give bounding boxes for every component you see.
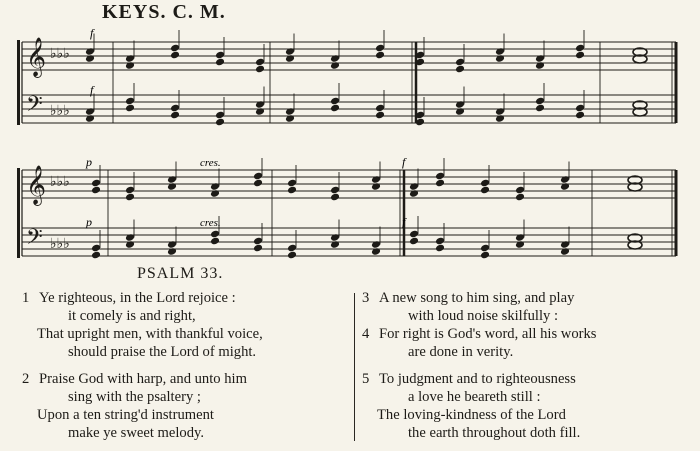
- verse: [362, 289, 692, 325]
- note-head: [170, 44, 180, 53]
- note-head: [480, 179, 490, 188]
- system-bracket: [17, 168, 20, 258]
- note-head: [435, 172, 445, 181]
- verse-line: with loud noise skilfully :: [408, 308, 558, 324]
- bass-clef-icon: 𝄢: [26, 225, 43, 255]
- note-head: [210, 237, 220, 246]
- note-head: [455, 58, 465, 67]
- note-head: [255, 65, 265, 74]
- note-head: [91, 251, 101, 260]
- dynamic-piano: p: [86, 155, 92, 169]
- verse-number: 3: [362, 290, 370, 306]
- note-head: [125, 240, 135, 249]
- note-head: [371, 182, 381, 191]
- note-head: [330, 54, 340, 63]
- note-head: [215, 118, 225, 127]
- note-head: [455, 100, 465, 109]
- note-head: [255, 107, 265, 116]
- note-head: [285, 47, 295, 56]
- note-head: [409, 189, 419, 198]
- verse-line: That upright men, with thankful voice,: [37, 326, 263, 342]
- key-signature-icon: ♭♭♭: [50, 236, 70, 252]
- note-head: [170, 104, 180, 113]
- note-head: [285, 107, 295, 116]
- note-head: [125, 233, 135, 242]
- psalm-title: PSALM 33.: [137, 265, 224, 282]
- column-divider: [354, 293, 355, 441]
- note-head: [535, 54, 545, 63]
- note-head: [287, 186, 297, 195]
- note-head: [125, 186, 135, 195]
- note-head: [253, 172, 263, 181]
- note-head: [210, 189, 220, 198]
- treble-clef-icon: 𝄞: [26, 37, 47, 77]
- note-head: [480, 244, 490, 253]
- note-head: [255, 58, 265, 67]
- verse-line: The loving-kindness of the Lord: [377, 407, 566, 423]
- note-head: [85, 114, 95, 123]
- note-head: [170, 111, 180, 120]
- note-head: [435, 237, 445, 246]
- note-head: [495, 107, 505, 116]
- note-head: [91, 186, 101, 195]
- note-head: [409, 237, 419, 246]
- dynamic-forte: f: [402, 215, 406, 229]
- note-head: [375, 51, 385, 60]
- note-head: [285, 54, 295, 63]
- note-head: [215, 58, 225, 67]
- key-signature-icon: ♭♭♭: [50, 46, 70, 62]
- barlines: [17, 40, 676, 258]
- note-head: [480, 251, 490, 260]
- verse-line: For right is God's word, all his works: [379, 326, 597, 342]
- note-head: [575, 104, 585, 113]
- note-head: [435, 179, 445, 188]
- note-head: [255, 100, 265, 109]
- verse-line: Praise God with harp, and unto him: [39, 371, 247, 387]
- note-head: [91, 244, 101, 253]
- verse-line: Upon a ten string'd instrument: [37, 407, 214, 423]
- verse-line: it comely is and right,: [68, 308, 196, 324]
- verses-right-column: [362, 289, 692, 451]
- note-head: [287, 251, 297, 260]
- note-head: [253, 237, 263, 246]
- note-head: [330, 193, 340, 202]
- note-head: [285, 114, 295, 123]
- note-head: [535, 61, 545, 70]
- note-head: [371, 240, 381, 249]
- note-head: [85, 107, 95, 116]
- note-head: [330, 104, 340, 113]
- note-head: [560, 247, 570, 256]
- verse: [362, 325, 692, 361]
- verse-number: 1: [22, 290, 30, 306]
- note-head: [85, 47, 95, 56]
- note-head: [535, 104, 545, 113]
- note-head: [125, 97, 135, 106]
- verse-line: Ye righteous, in the Lord rejoice :: [39, 290, 236, 306]
- verse-line: a love he beareth still :: [408, 389, 541, 405]
- verse-line: To judgment and to righteousness: [379, 371, 576, 387]
- note-head: [330, 240, 340, 249]
- note-head: [125, 193, 135, 202]
- dynamic-crescendo: cres.: [200, 157, 221, 169]
- dynamic-crescendo: cres.: [200, 217, 221, 229]
- note-head: [409, 182, 419, 191]
- verse: [22, 370, 352, 442]
- note-head: [125, 54, 135, 63]
- note-head: [215, 111, 225, 120]
- verse-line: should praise the Lord of might.: [68, 344, 257, 360]
- system-bracket: [17, 40, 20, 125]
- note-head: [253, 244, 263, 253]
- note-head: [560, 182, 570, 191]
- note-head: [560, 175, 570, 184]
- note-head: [167, 240, 177, 249]
- note-head: [375, 111, 385, 120]
- verse-number: 4: [362, 326, 370, 342]
- verses-left-column: [22, 289, 352, 451]
- verse-line: A new song to him sing, and play: [379, 290, 575, 306]
- note-head: [330, 186, 340, 195]
- note-head: [575, 111, 585, 120]
- treble-clef-icon: 𝄞: [26, 165, 47, 205]
- note-head: [167, 247, 177, 256]
- note-head: [495, 54, 505, 63]
- note-head: [330, 61, 340, 70]
- note-head: [371, 175, 381, 184]
- note-head: [375, 104, 385, 113]
- note-head: [167, 182, 177, 191]
- note-head: [170, 51, 180, 60]
- verse: [362, 370, 692, 442]
- note-head: [287, 244, 297, 253]
- note-head: [215, 51, 225, 60]
- verse-line: sing with the psaltery ;: [68, 389, 201, 405]
- note-head: [287, 179, 297, 188]
- bass-clef-icon: 𝄢: [26, 92, 43, 122]
- verse-line: the earth throughout doth fill.: [408, 425, 581, 441]
- note-head: [167, 175, 177, 184]
- verse: [22, 289, 352, 361]
- note-head: [125, 104, 135, 113]
- dynamic-forte: f: [402, 155, 406, 169]
- note-head: [253, 179, 263, 188]
- verse-line: are done in verity.: [408, 344, 514, 360]
- verse-number: 2: [22, 371, 30, 387]
- dynamic-piano: p: [86, 215, 92, 229]
- note-head: [575, 51, 585, 60]
- note-head: [515, 240, 525, 249]
- key-signature-icon: ♭♭♭: [50, 103, 70, 119]
- note-head: [560, 240, 570, 249]
- note-head: [515, 193, 525, 202]
- note-head: [435, 244, 445, 253]
- note-head: [210, 230, 220, 239]
- note-head: [455, 107, 465, 116]
- note-head: [480, 186, 490, 195]
- note-head: [371, 247, 381, 256]
- verse-line: make ye sweet melody.: [68, 425, 205, 441]
- note-head: [330, 97, 340, 106]
- note-head: [409, 230, 419, 239]
- staff-lines: [22, 42, 676, 256]
- note-head: [375, 44, 385, 53]
- note-head: [125, 61, 135, 70]
- note-head: [495, 114, 505, 123]
- note-head: [91, 179, 101, 188]
- note-head: [330, 233, 340, 242]
- note-head: [515, 186, 525, 195]
- dynamic-forte: f: [90, 83, 94, 97]
- note-head: [535, 97, 545, 106]
- note-head: [575, 44, 585, 53]
- note-head: [495, 47, 505, 56]
- key-signature-icon: ♭♭♭: [50, 174, 70, 190]
- note-head: [515, 233, 525, 242]
- dynamic-forte: f: [90, 26, 94, 40]
- note-head: [455, 65, 465, 74]
- notes: [85, 30, 647, 259]
- verse-number: 5: [362, 371, 370, 387]
- note-head: [85, 54, 95, 63]
- tune-title: KEYS. C. M.: [102, 1, 226, 23]
- note-head: [210, 182, 220, 191]
